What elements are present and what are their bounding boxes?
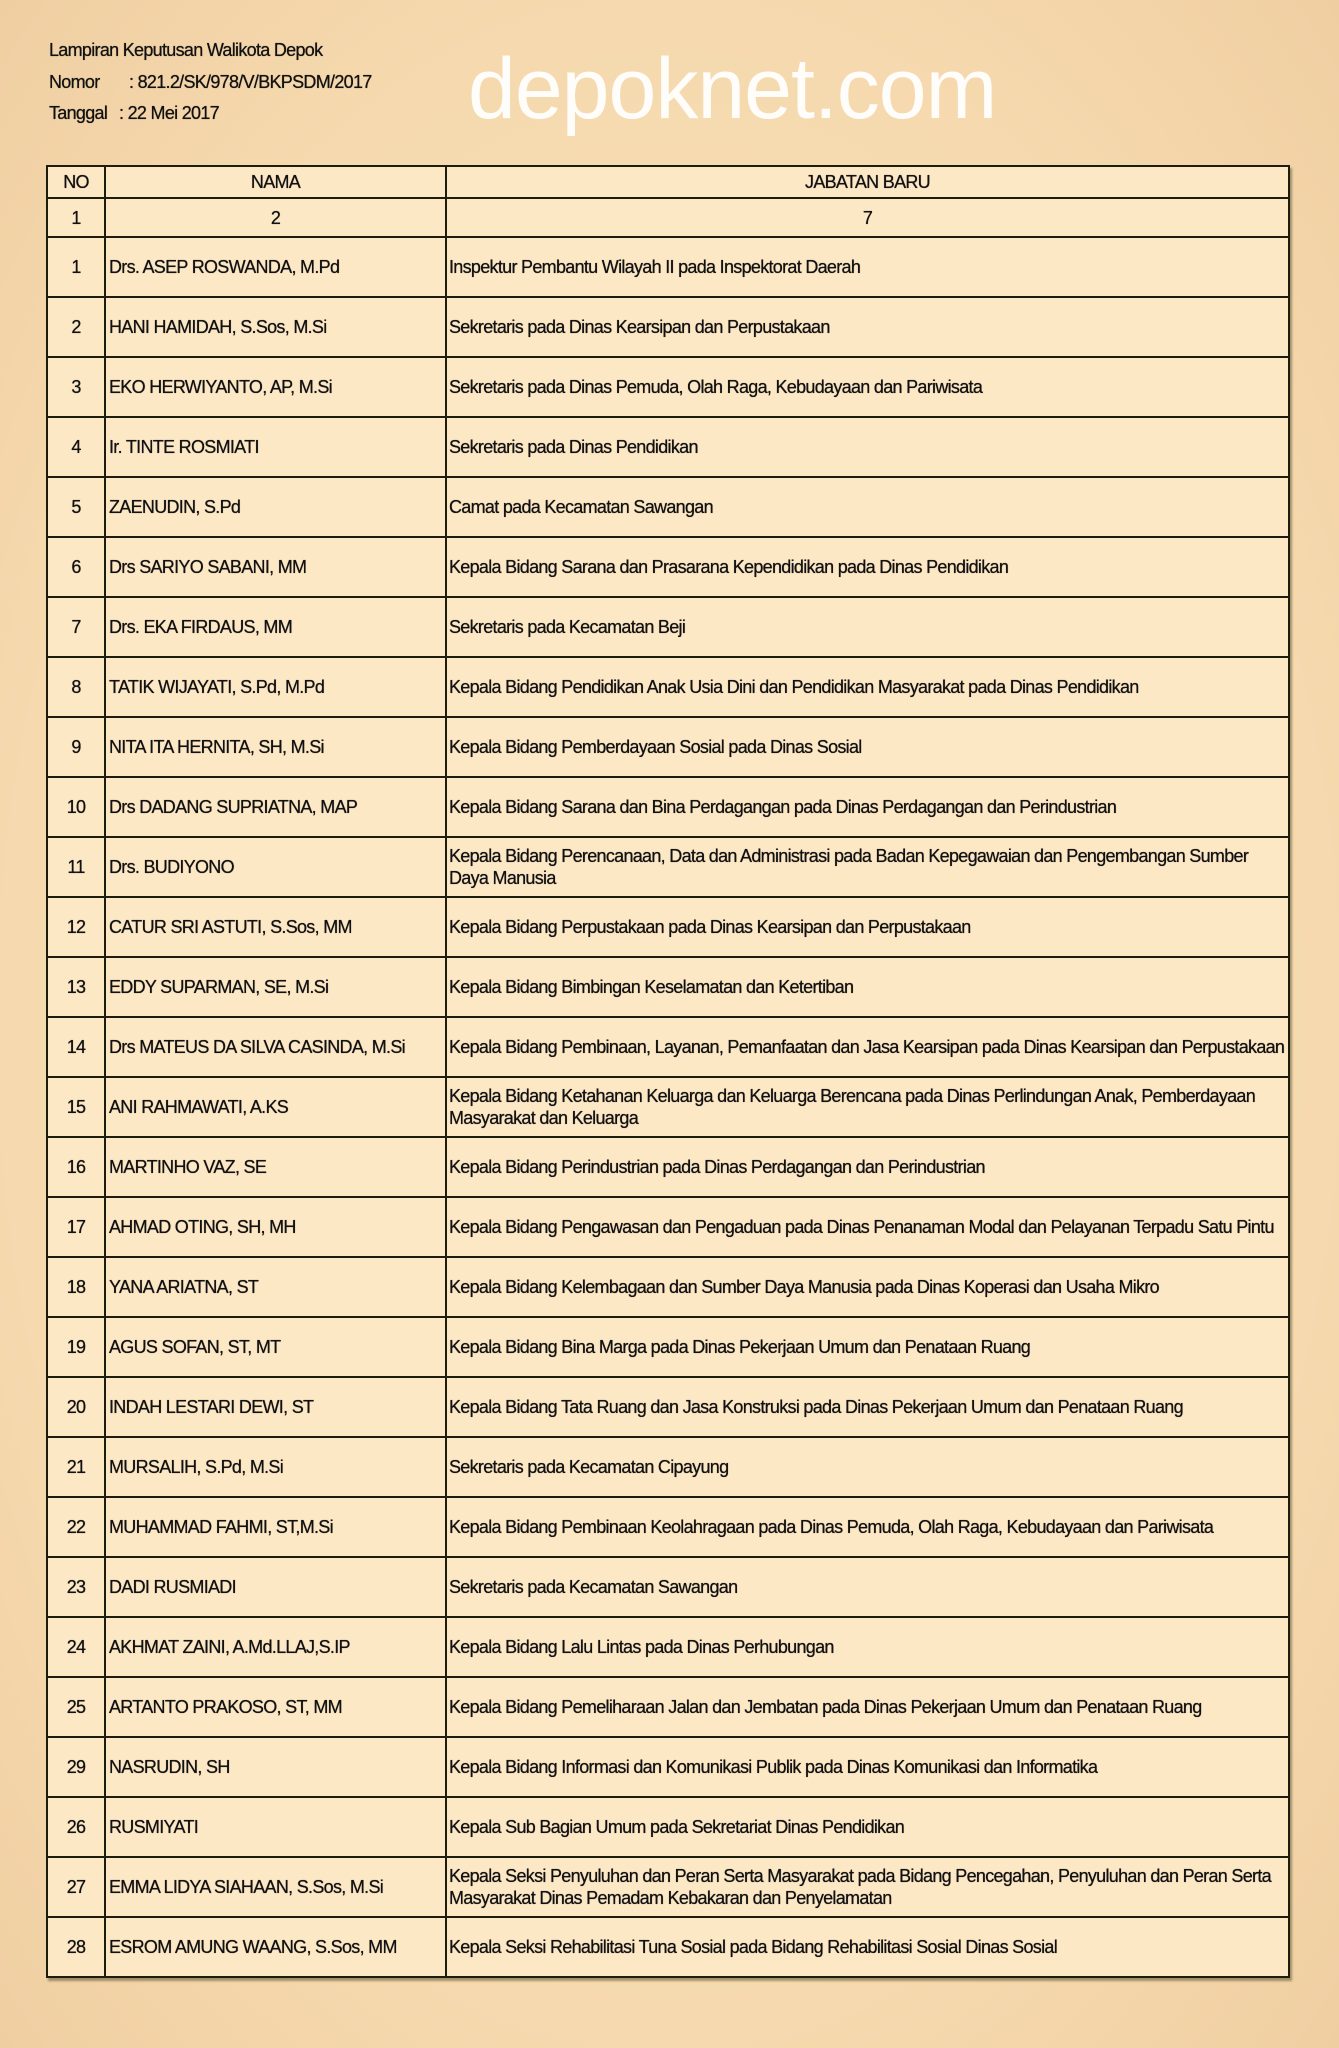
- row-nama: Drs. BUDIYONO: [105, 837, 446, 897]
- row-nama: EMMA LIDYA SIAHAAN, S.Sos, M.Si: [105, 1857, 446, 1917]
- table-row: [47, 357, 1289, 417]
- table-row: [47, 417, 1289, 477]
- row-nama: TATIK WIJAYATI, S.Pd, M.Pd: [105, 657, 446, 717]
- row-no: 13: [47, 957, 105, 1017]
- row-nama: YANA ARIATNA, ST: [105, 1257, 446, 1317]
- table-row: [47, 837, 1289, 897]
- table-row: [47, 1317, 1289, 1377]
- row-no: 14: [47, 1017, 105, 1077]
- row-jabatan: Kepala Bidang Lalu Lintas pada Dinas Perhubungan: [446, 1617, 1289, 1677]
- row-nama: Ir. TINTE ROSMIATI: [105, 417, 446, 477]
- row-jabatan: Sekretaris pada Dinas Pemuda, Olah Raga, Kebudayaan dan Pariwisata: [446, 357, 1289, 417]
- row-no: 2: [47, 297, 105, 357]
- table-row: [47, 1377, 1289, 1437]
- row-jabatan: Kepala Bidang Perpustakaan pada Dinas Kearsipan dan Perpustakaan: [446, 897, 1289, 957]
- row-nama: Drs MATEUS DA SILVA CASINDA, M.Si: [105, 1017, 446, 1077]
- row-nama: MUHAMMAD FAHMI, ST,M.Si: [105, 1497, 446, 1557]
- column-index-row: [47, 198, 1289, 237]
- table-row: [47, 1197, 1289, 1257]
- row-no: 8: [47, 657, 105, 717]
- row-nama: Drs. EKA FIRDAUS, MM: [105, 597, 446, 657]
- row-jabatan: Inspektur Pembantu Wilayah II pada Inspektorat Daerah: [446, 237, 1289, 297]
- row-jabatan: Kepala Seksi Rehabilitasi Tuna Sosial pada Bidang Rehabilitasi Sosial Dinas Sosial: [446, 1917, 1289, 1977]
- row-jabatan: Camat pada Kecamatan Sawangan: [446, 477, 1289, 537]
- row-nama: HANI HAMIDAH, S.Sos, M.Si: [105, 297, 446, 357]
- row-nama: ZAENUDIN, S.Pd: [105, 477, 446, 537]
- table-header-row: [47, 166, 1289, 198]
- row-jabatan: Kepala Bidang Sarana dan Prasarana Kependidikan pada Dinas Pendidikan: [446, 537, 1289, 597]
- row-jabatan: Kepala Bidang Ketahanan Keluarga dan Keluarga Berencana pada Dinas Perlindungan Anak, Pemberdayaan Masyarakat dan Keluarga: [446, 1077, 1289, 1137]
- row-jabatan: Kepala Bidang Pemeliharaan Jalan dan Jembatan pada Dinas Pekerjaan Umum dan Penataan Ruang: [446, 1677, 1289, 1737]
- row-no: 27: [47, 1857, 105, 1917]
- row-no: 26: [47, 1797, 105, 1857]
- row-no: 9: [47, 717, 105, 777]
- row-no: 23: [47, 1557, 105, 1617]
- row-nama: MURSALIH, S.Pd, M.Si: [105, 1437, 446, 1497]
- row-jabatan: Kepala Bidang Perencanaan, Data dan Administrasi pada Badan Kepegawaian dan Pengembangan Sumber Daya Manusia: [446, 837, 1289, 897]
- row-nama: Drs DADANG SUPRIATNA, MAP: [105, 777, 446, 837]
- row-nama: RUSMIYATI: [105, 1797, 446, 1857]
- watermark: depoknet.com: [468, 41, 997, 137]
- row-no: 28: [47, 1917, 105, 1977]
- table-row: [47, 1257, 1289, 1317]
- row-jabatan: Kepala Bidang Pendidikan Anak Usia Dini dan Pendidikan Masyarakat pada Dinas Pendidikan: [446, 657, 1289, 717]
- table-row: [47, 1917, 1289, 1977]
- nomor-line: [49, 72, 372, 93]
- row-nama: AKHMAT ZAINI, A.Md.LLAJ,S.IP: [105, 1617, 446, 1677]
- table-row: [47, 897, 1289, 957]
- table-row: [47, 1557, 1289, 1617]
- table-row: [47, 1617, 1289, 1677]
- table-row: [47, 1437, 1289, 1497]
- row-no: 11: [47, 837, 105, 897]
- row-no: 19: [47, 1317, 105, 1377]
- document-title: Lampiran Keputusan Walikota Depok: [49, 40, 323, 60]
- row-nama: EDDY SUPARMAN, SE, M.Si: [105, 957, 446, 1017]
- table-row: [47, 717, 1289, 777]
- row-no: 22: [47, 1497, 105, 1557]
- row-no: 29: [47, 1737, 105, 1797]
- header-jabatan: JABATAN BARU: [446, 166, 1289, 198]
- row-nama: EKO HERWIYANTO, AP, M.Si: [105, 357, 446, 417]
- table-row: [47, 777, 1289, 837]
- row-jabatan: Kepala Bidang Pengawasan dan Pengaduan pada Dinas Penanaman Modal dan Pelayanan Terpadu Satu Pintu: [446, 1197, 1289, 1257]
- row-nama: AHMAD OTING, SH, MH: [105, 1197, 446, 1257]
- header-nama: NAMA: [105, 166, 446, 198]
- row-jabatan: Kepala Bidang Bimbingan Keselamatan dan Ketertiban: [446, 957, 1289, 1017]
- tanggal-value: : 22 Mei 2017: [119, 103, 219, 123]
- row-jabatan: Kepala Bidang Bina Marga pada Dinas Pekerjaan Umum dan Penataan Ruang: [446, 1317, 1289, 1377]
- table-row: [47, 597, 1289, 657]
- row-nama: MARTINHO VAZ, SE: [105, 1137, 446, 1197]
- row-no: 12: [47, 897, 105, 957]
- row-jabatan: Kepala Bidang Pembinaan, Layanan, Pemanfaatan dan Jasa Kearsipan pada Dinas Kearsipan dan Perpustakaan: [446, 1017, 1289, 1077]
- row-no: 18: [47, 1257, 105, 1317]
- row-no: 5: [47, 477, 105, 537]
- row-no: 15: [47, 1077, 105, 1137]
- nomor-value: : 821.2/SK/978/V/BKPSDM/2017: [129, 72, 372, 92]
- row-nama: DADI RUSMIADI: [105, 1557, 446, 1617]
- row-nama: ANI RAHMAWATI, A.KS: [105, 1077, 446, 1137]
- table-row: [47, 657, 1289, 717]
- row-nama: Drs SARIYO SABANI, MM: [105, 537, 446, 597]
- row-jabatan: Kepala Bidang Pemberdayaan Sosial pada Dinas Sosial: [446, 717, 1289, 777]
- row-jabatan: Kepala Sub Bagian Umum pada Sekretariat Dinas Pendidikan: [446, 1797, 1289, 1857]
- row-no: 4: [47, 417, 105, 477]
- table-row: [47, 957, 1289, 1017]
- row-no: 16: [47, 1137, 105, 1197]
- row-jabatan: Sekretaris pada Dinas Pendidikan: [446, 417, 1289, 477]
- row-jabatan: Kepala Bidang Kelembagaan dan Sumber Daya Manusia pada Dinas Koperasi dan Usaha Mikro: [446, 1257, 1289, 1317]
- row-nama: ARTANTO PRAKOSO, ST, MM: [105, 1677, 446, 1737]
- index-no: 1: [47, 198, 105, 237]
- tanggal-line: [49, 103, 219, 124]
- row-jabatan: Sekretaris pada Dinas Kearsipan dan Perpustakaan: [446, 297, 1289, 357]
- row-jabatan: Sekretaris pada Kecamatan Beji: [446, 597, 1289, 657]
- table-row: [47, 1497, 1289, 1557]
- table-row: [47, 1737, 1289, 1797]
- row-no: 20: [47, 1377, 105, 1437]
- tanggal-label: Tanggal: [49, 103, 108, 123]
- row-jabatan: Kepala Bidang Pembinaan Keolahragaan pada Dinas Pemuda, Olah Raga, Kebudayaan dan Pariwisata: [446, 1497, 1289, 1557]
- row-nama: NITA ITA HERNITA, SH, M.Si: [105, 717, 446, 777]
- table-row: [47, 537, 1289, 597]
- row-no: 10: [47, 777, 105, 837]
- row-nama: ESROM AMUNG WAANG, S.Sos, MM: [105, 1917, 446, 1977]
- row-no: 21: [47, 1437, 105, 1497]
- table-row: [47, 1017, 1289, 1077]
- table-row: [47, 477, 1289, 537]
- row-nama: CATUR SRI ASTUTI, S.Sos, MM: [105, 897, 446, 957]
- row-nama: AGUS SOFAN, ST, MT: [105, 1317, 446, 1377]
- row-no: 1: [47, 237, 105, 297]
- row-nama: INDAH LESTARI DEWI, ST: [105, 1377, 446, 1437]
- row-nama: NASRUDIN, SH: [105, 1737, 446, 1797]
- row-jabatan: Kepala Bidang Informasi dan Komunikasi Publik pada Dinas Komunikasi dan Informatika: [446, 1737, 1289, 1797]
- table-row: [47, 1797, 1289, 1857]
- row-no: 24: [47, 1617, 105, 1677]
- row-jabatan: Kepala Seksi Penyuluhan dan Peran Serta Masyarakat pada Bidang Pencegahan, Penyuluhan dan Peran Serta Masyarakat Dinas Pemadam Kebakaran dan Penyelamatan: [446, 1857, 1289, 1917]
- row-jabatan: Kepala Bidang Sarana dan Bina Perdagangan pada Dinas Perdagangan dan Perindustrian: [446, 777, 1289, 837]
- table-row: [47, 1677, 1289, 1737]
- index-nama: 2: [105, 198, 446, 237]
- row-no: 7: [47, 597, 105, 657]
- row-no: 3: [47, 357, 105, 417]
- table-row: [47, 1857, 1289, 1917]
- row-jabatan: Kepala Bidang Tata Ruang dan Jasa Konstruksi pada Dinas Pekerjaan Umum dan Penataan Ruang: [446, 1377, 1289, 1437]
- row-jabatan: Kepala Bidang Perindustrian pada Dinas Perdagangan dan Perindustrian: [446, 1137, 1289, 1197]
- table-row: [47, 1137, 1289, 1197]
- row-jabatan: Sekretaris pada Kecamatan Cipayung: [446, 1437, 1289, 1497]
- row-jabatan: Sekretaris pada Kecamatan Sawangan: [446, 1557, 1289, 1617]
- index-jabatan: 7: [446, 198, 1289, 237]
- row-nama: Drs. ASEP ROSWANDA, M.Pd: [105, 237, 446, 297]
- header-no: NO: [47, 166, 105, 198]
- table-row: [47, 1077, 1289, 1137]
- nomor-label: Nomor: [49, 72, 100, 92]
- table-row: [47, 237, 1289, 297]
- row-no: 25: [47, 1677, 105, 1737]
- appointment-table: [46, 165, 1290, 1978]
- row-no: 6: [47, 537, 105, 597]
- table-row: [47, 297, 1289, 357]
- row-no: 17: [47, 1197, 105, 1257]
